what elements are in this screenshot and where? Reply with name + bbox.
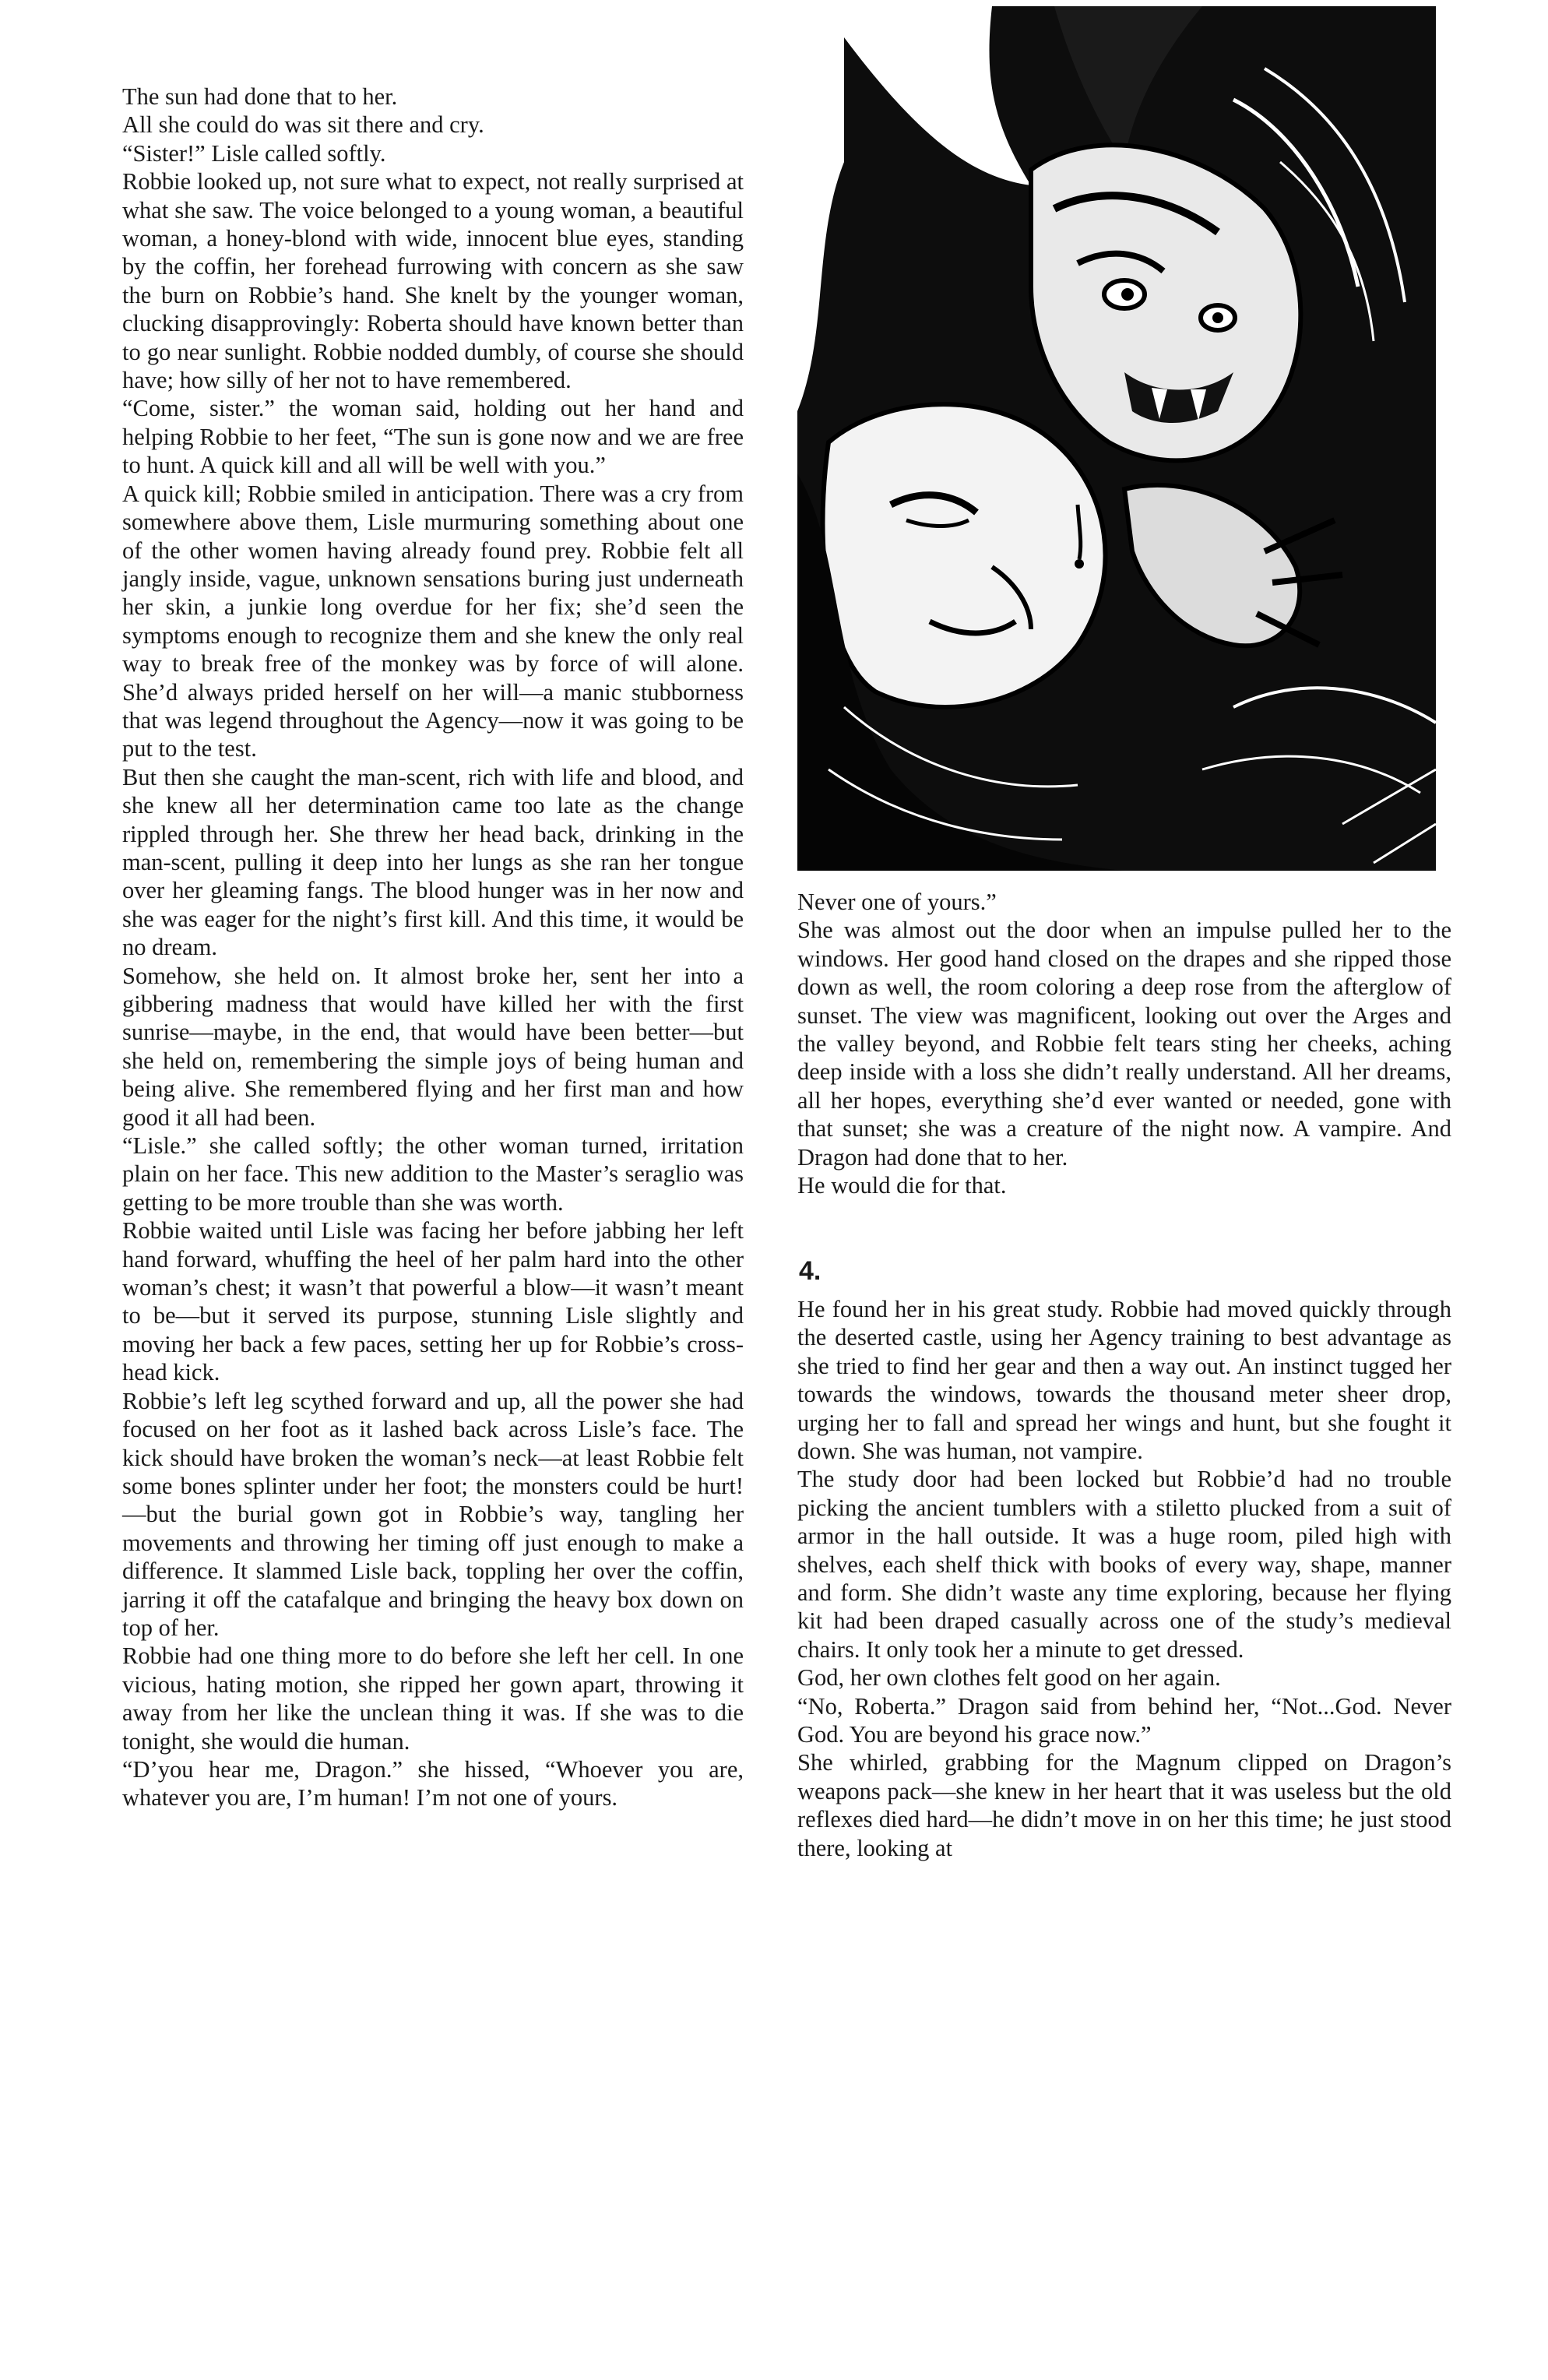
paragraph: He would die for that.: [797, 1172, 1007, 1199]
paragraph: God, her own clothes felt good on her again.: [797, 1664, 1221, 1692]
paragraph: “D’you hear me, Dragon.” she hissed, “Whoever you are, whatever you are, I’m human! I’m not one of yours.: [122, 1755, 744, 1811]
paragraph: “Sister!” Lisle called softly.: [122, 139, 386, 167]
paragraph: All she could do was sit there and cry.: [122, 111, 484, 139]
paragraph: Robbie waited until Lisle was facing her before jabbing her left hand forward, whuffing the heel of her palm hard into the other woman’s chest; it wasn’t that powerful a blow—it wasn’t meant to be—but it served its purpose, stunning Lisle slightly and moving her back a few paces, setting her up for Robbie’s cross-head kick.: [122, 1217, 744, 1386]
section-number: 4.: [799, 1256, 821, 1287]
right-text-column: [797, 888, 1451, 1862]
paragraph: Somehow, she held on. It almost broke her, sent her into a gibbering madness that would have killed her with the first sunrise—maybe, in the end, that would have been better—but she held on, remembering the simple joys of being human and being alive. She remembered flying and her first man and how good it all had been.: [122, 962, 744, 1131]
left-text-column: [122, 83, 744, 1812]
paragraph: Robbie had one thing more to do before she left her cell. In one vicious, hating motion, she ripped her gown apart, throwing it away from her like the unclean thing it was. If she was to die tonight, she would die human.: [122, 1642, 744, 1755]
vampire-illustration: [797, 6, 1436, 871]
paragraph: But then she caught the man-scent, rich with life and blood, and she knew all her determination came too late as the change rippled through her. She threw her head back, drinking in the man-scent, pulling it deep into her lungs as she ran her tongue over her gleaming fangs. The blood hunger was in her now and she was eager for the night’s first kill. And this time, it would be no dream.: [122, 763, 744, 961]
paragraph: She whirled, grabbing for the Magnum clipped on Dragon’s weapons pack—she knew in her heart that it was useless but the old reflexes died hard—he didn’t move in on her this time; he just stood there, looking at: [797, 1749, 1451, 1861]
paragraph: Robbie looked up, not sure what to expect, not really surprised at what she saw. The voice belonged to a young woman, a beautiful woman, a honey-blond with wide, innocent blue eyes, standing by the coffin, her forehead furrowing with concern as she saw the burn on Robbie’s hand. She knelt by the younger woman, clucking disapprovingly: Roberta should have known better than to go near sunlight. Robbie nodded dumbly, of course she should have; how silly of her not to have remembered.: [122, 168, 744, 394]
paragraph: “Lisle.” she called softly; the other woman turned, irritation plain on her face. This new addition to the Master’s seraglio was getting to be more trouble than she was worth.: [122, 1132, 744, 1216]
paragraph: “No, Roberta.” Dragon said from behind her, “Not...God. Never God. You are beyond his grace now.”: [797, 1692, 1451, 1748]
paragraph: The sun had done that to her.: [122, 83, 398, 110]
paragraph: She was almost out the door when an impulse pulled her to the windows. Her good hand closed on the drapes and she ripped those down as well, the room coloring a deep rose from the afterglow of sunset. The view was magnificent, looking out over the Arges and the valley beyond, and Robbie felt tears sting her cheeks, aching deep inside with a loss she didn’t really understand. All her dreams, all her hopes, everything she’d ever wanted or needed, gone with that sunset; she was a creature of the night now. A vampire. And Dragon had done that to her.: [797, 917, 1451, 1171]
paragraph: Never one of yours.”: [797, 889, 997, 915]
paragraph: “Come, sister.” the woman said, holding out her hand and helping Robbie to her feet, “The sun is gone now and we are free to hunt. A quick kill and all will be well with you.”: [122, 395, 744, 479]
paragraph: The study door had been locked but Robbie’d had no trouble picking the ancient tumblers with a stiletto plucked from a suit of armor in the hall outside. It was a huge room, piled high with shelves, each shelf thick with books of every way, shape, manner and form. She didn’t waste any time exploring, because her flying kit had been draped casually across one of the study’s medieval chairs. It only took her a minute to get dressed.: [797, 1466, 1451, 1663]
ink-illustration-art: [797, 6, 1436, 871]
paragraph: He found her in his great study. Robbie had moved quickly through the deserted castle, using her Agency training to best advantage as she tried to find her gear and then a way out. An instinct tugged her towards the windows, towards the thousand meter sheer drop, urging her to fall and spread her wings and hunt, but she fought it down. She was human, not vampire.: [797, 1295, 1451, 1464]
paragraph: A quick kill; Robbie smiled in anticipation. There was a cry from somewhere above them, Lisle murmuring something about one of the other women having already found prey. Robbie felt all jangly inside, vague, unknown sensations buring just underneath her skin, a junkie long overdue for her fix; she’d seen the symptoms enough to recognize them and she knew the only real way to break free of the monkey was by force of will alone. She’d always prided herself on her will—a manic stubborness that was legend throughout the Agency—now it was going to be put to the test.: [122, 480, 744, 762]
paragraph: Robbie’s left leg scythed forward and up, all the power she had focused on her foot as it lashed back across Lisle’s face. The kick should have broken the woman’s neck—at least Robbie felt some bones splinter under her foot; the monsters could be hurt!—but the burial gown got in Robbie’s way, tangling her movements and throwing her timing off just enough to make a difference. It slammed Lisle back, toppling her over the coffin, jarring it off the catafalque and bringing the heavy box down on top of her.: [122, 1387, 744, 1641]
